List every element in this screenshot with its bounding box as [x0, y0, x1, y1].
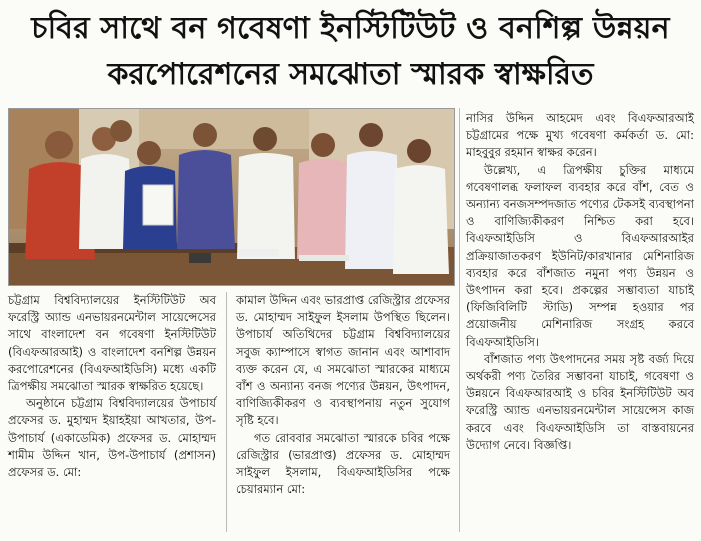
paragraph: চট্টগ্রাম বিশ্ববিদ্যালয়ের ইনস্টিটিউট অব ফরেস্ট্রি অ্যান্ড এনভায়রনমেন্টাল সায়েন্সেসের সাথে বাংলাদেশ বন গবেষণা ইনস্টিটিউট (বিএফআরআই) ও বাংলাদেশ বনশিল্প উন্নয়ন করপোরেশনের (বিএফআইডিসি) মধ্যে একটি ত্রিপক্ষীয় সমঝোতা স্মারক স্বাক্ষরিত হয়েছে।: [8, 293, 216, 394]
article-column-2: [236, 292, 450, 532]
column-divider-1: [226, 292, 227, 532]
paragraph: গত রোববার সমঝোতা স্মারকে চবির পক্ষে রেজিস্ট্রার (ভারপ্রাপ্ত) প্রফেসর ড. মোহাম্মদ সাইফুল ইসলাম, বিএফআইডিসির পক্ষে চেয়ারম্যান মো:: [236, 430, 450, 497]
column-divider-2: [459, 108, 460, 532]
group-photo-icon: [9, 109, 454, 285]
paragraph: বাঁশজাত পণ্য উৎপাদনের সময় সৃষ্ট বর্জ্য দিয়ে অর্থকরী পণ্য তৈরির সম্ভাবনা যাচাই, গবেষণা ও উন্নয়নে বিএফআরআই ও চবির ইনস্টিটিউট অব ফরেস্ট্রি অ্যান্ড এনভায়রনমেন্টাল সায়েন্সেস কাজ করবে এবং বিএফআইডিসি তা বাস্তবায়নের উদ্যোগ নেবে। বিজ্ঞপ্তি।: [466, 351, 694, 452]
article-column-1: [8, 292, 216, 532]
paragraph: নাসির উদ্দিন আহমেদ এবং বিএফআরআই চট্টগ্রামের পক্ষে মুখ্য গবেষণা কর্মকর্তা ড. মো: মাহবুবুর রহমান স্বাক্ষর করেন।: [466, 111, 694, 160]
paragraph: অনুষ্ঠানে চট্টগ্রাম বিশ্ববিদ্যালয়ের উপাচার্য প্রফেসর ড. মুহাম্মদ ইয়াহইয়া আখতার, উপ-উপাচার্য (একাডেমিক) প্রফেসর ড. মোহাম্মদ শামীম উদ্দিন খান, উপ-উপাচার্য (প্রশাসন) প্রফেসর ড. মো:: [8, 396, 216, 480]
group-photo: [8, 108, 455, 286]
paragraph: কামাল উদ্দিন এবং ভারপ্রাপ্ত রেজিস্ট্রার প্রফেসর ড. মোহাম্মদ সাইফুল ইসলাম উপস্থিত ছিলেন। উপাচার্য অতিথিদের চট্টগ্রাম বিশ্ববিদ্যালয়ের সবুজ ক্যাম্পাসে স্বাগত জানান এবং আশাবাদ ব্যক্ত করেন যে, এ সমঝোতা স্মারকের মাধ্যমে বাঁশ ও অন্যান্য বনজ পণ্যের উন্নয়ন, উৎপাদন, বাণিজ্যিকীকরণ ও ব্যবস্থাপনায় নতুন সুযোগ সৃষ্টি হবে।: [236, 293, 450, 428]
headline-line-2: করপোরেশনের সমঝোতা স্মারক স্বাক্ষরিত: [107, 57, 594, 92]
headline-line-1: চবির সাথে বন গবেষণা ইনস্টিটিউট ও বনশিল্প উন্নয়ন: [31, 11, 670, 46]
paragraph: উল্লেখ্য, এ ত্রিপক্ষীয় চুক্তির মাধ্যমে গবেষণালব্ধ ফলাফল ব্যবহার করে বাঁশ, বেত ও অন্যান্য বনজসম্পদজাত পণ্যের টেকসই ব্যবস্থাপনা ও বাণিজ্যিকীকরণ নিশ্চিত করা হবে। বিএফআইডিসি ও বিএফআরআইর প্রক্রিয়াজাতকরণ ইউনিট/কারখানার মেশিনারিজ ব্যবহার করে বাঁশজাত নমুনা পণ্য উন্নয়ন ও উৎপাদন করা হবে। প্রকল্পের সম্ভাব্যতা যাচাই (ফিজিবিলিটি স্টাডি) সম্পন্ন হওয়ার পর প্রয়োজনীয় মেশিনারিজ সংগ্রহ করবে বিএফআইডিসি।: [466, 162, 694, 349]
article-column-3: [466, 110, 694, 530]
